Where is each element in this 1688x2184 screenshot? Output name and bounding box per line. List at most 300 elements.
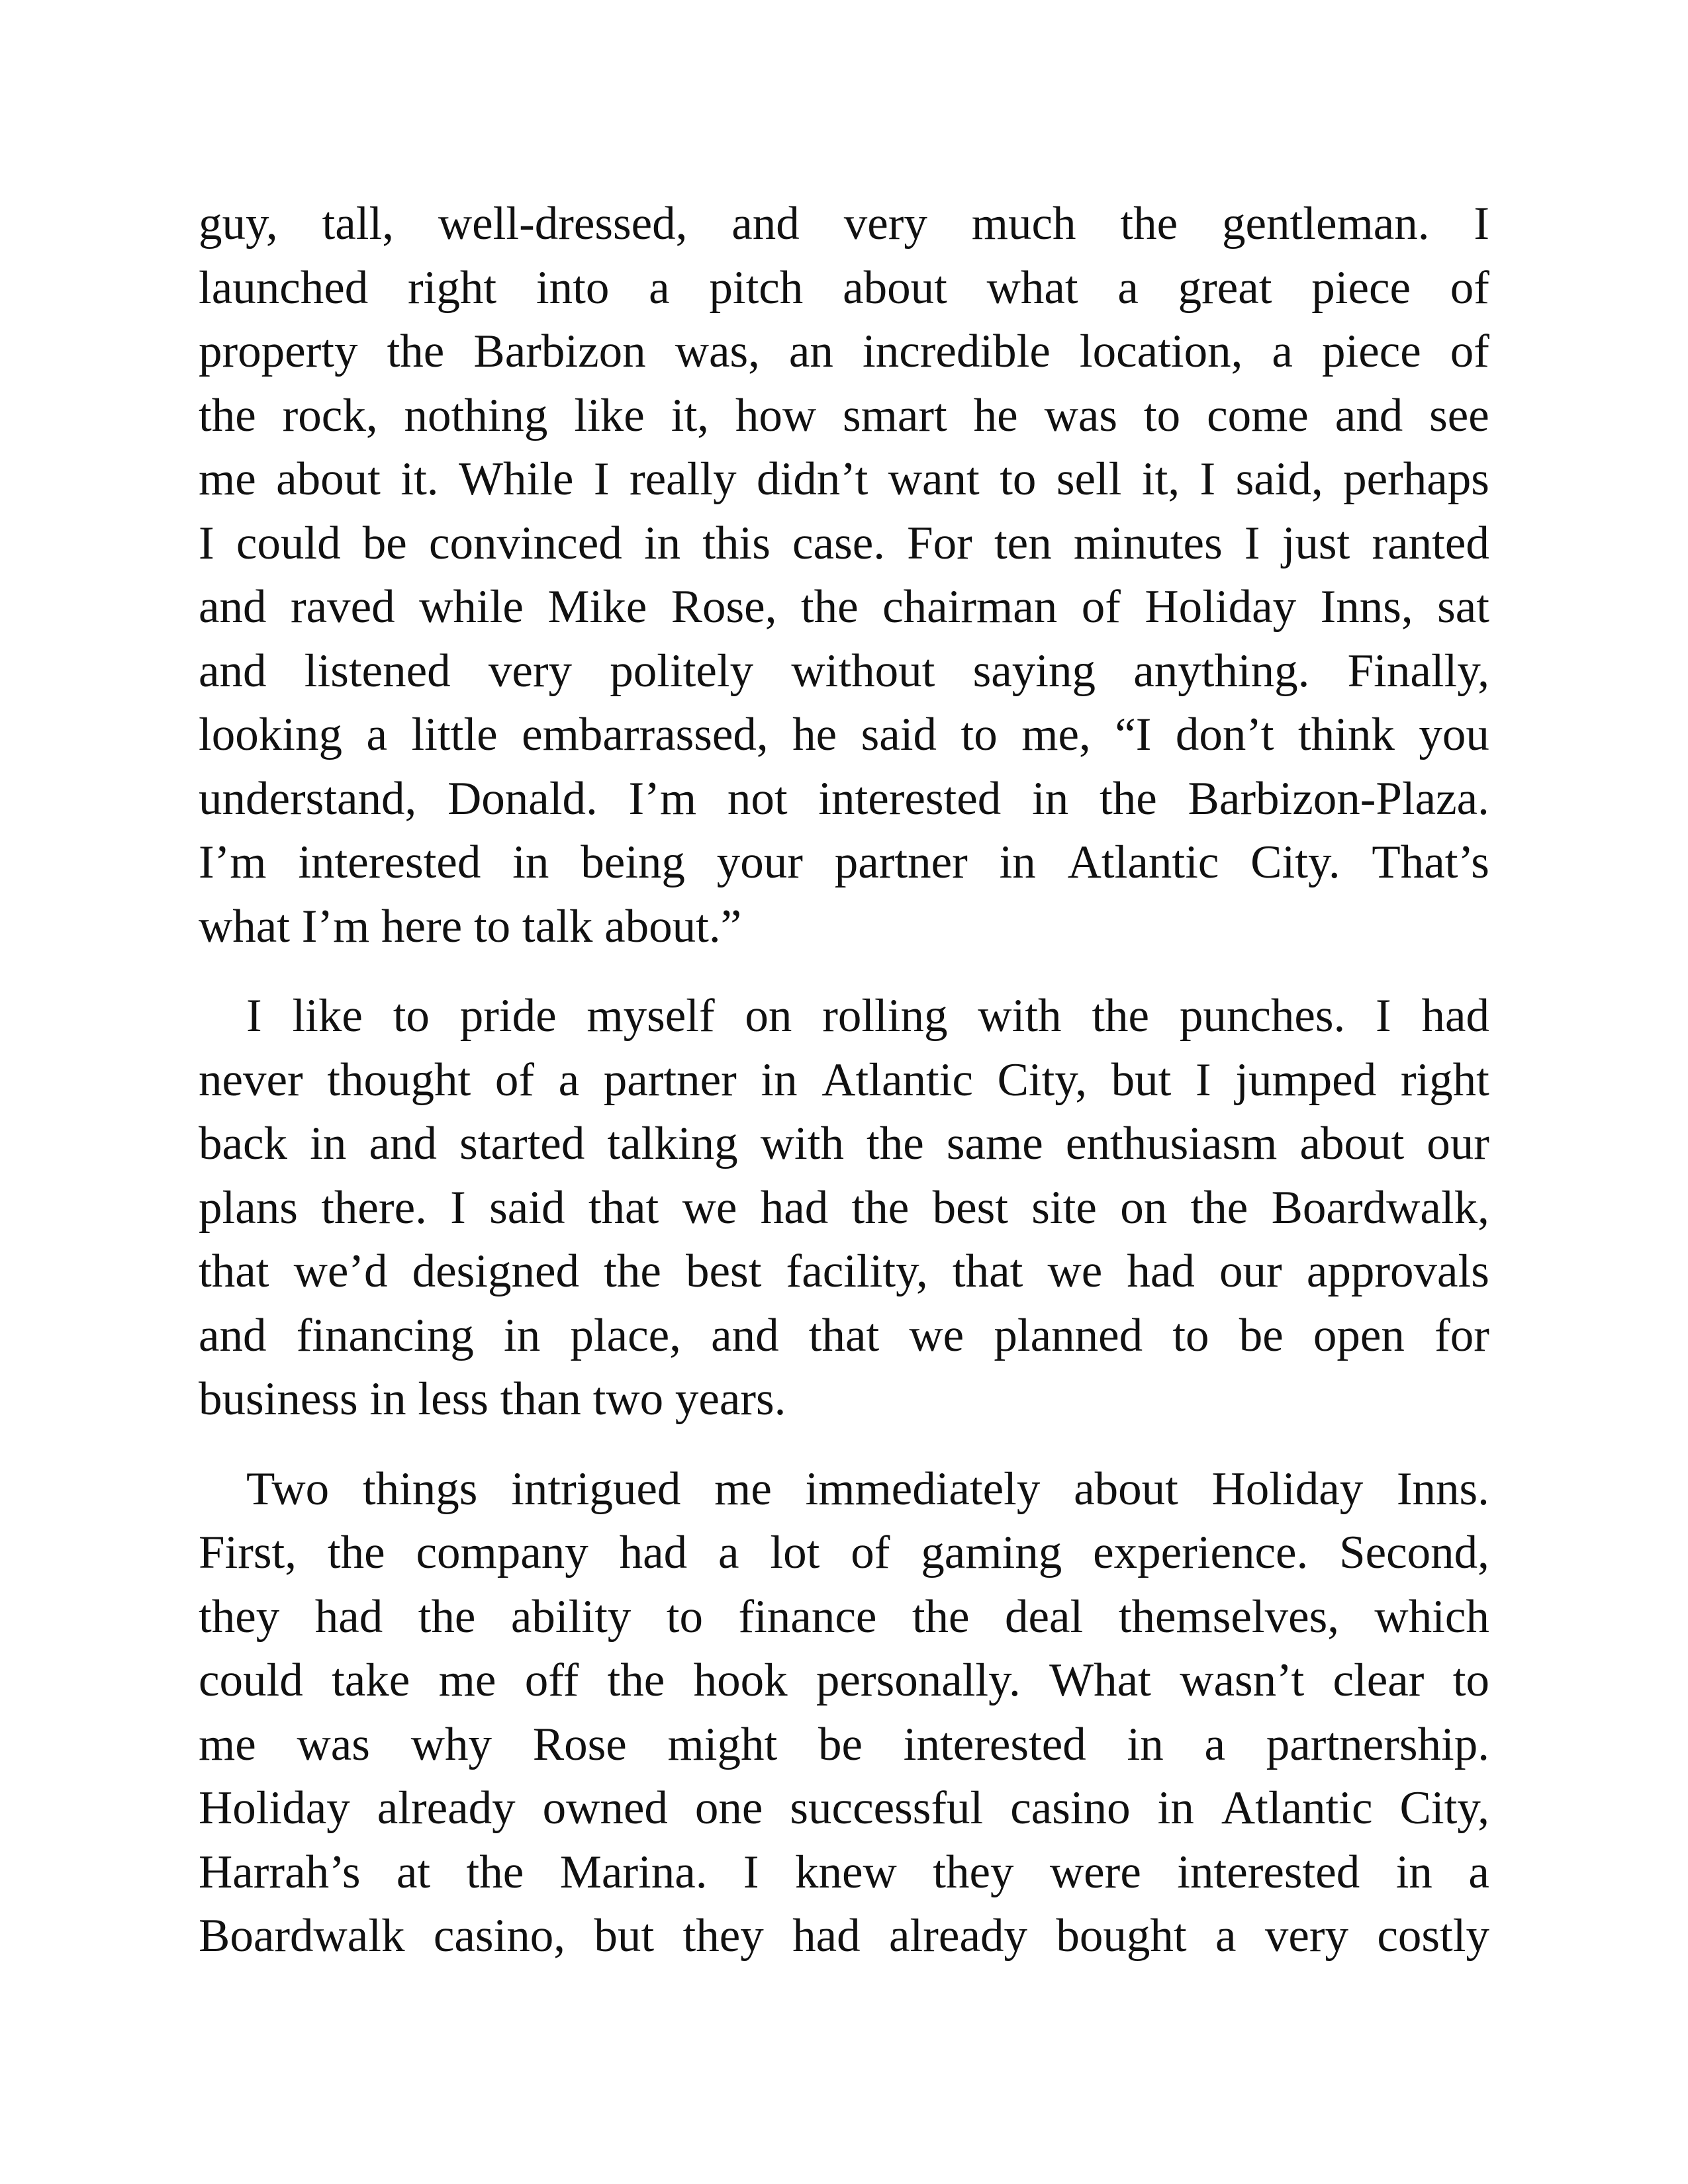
paragraph-2 — [199, 984, 1489, 1432]
word: me — [714, 1463, 772, 1515]
word: think — [1297, 709, 1395, 760]
word: I — [199, 517, 214, 569]
word: our — [1427, 1118, 1489, 1169]
word: Second, — [1339, 1527, 1489, 1578]
word: they — [199, 1590, 280, 1643]
word: already — [889, 1910, 1027, 1962]
word: I’m — [628, 772, 697, 825]
word: Mike — [547, 581, 647, 633]
word: interested — [818, 772, 1002, 825]
word: I — [1244, 517, 1260, 569]
word: very — [1264, 1910, 1349, 1962]
word: of — [494, 1054, 534, 1106]
word: What — [1049, 1655, 1151, 1706]
word: Two — [246, 1463, 330, 1515]
word: this — [702, 517, 771, 569]
word: successful — [790, 1782, 984, 1834]
word: little — [411, 709, 498, 760]
word: rock, — [282, 389, 378, 441]
word: jumped — [1235, 1054, 1377, 1106]
text-line — [199, 1112, 1489, 1176]
word: while — [419, 581, 524, 633]
word: didn’t — [757, 453, 868, 505]
word: company — [416, 1527, 588, 1578]
word: perhaps — [1343, 453, 1489, 505]
word: a — [1117, 261, 1139, 314]
word: bought — [1056, 1910, 1187, 1962]
word: a — [1468, 1846, 1489, 1898]
word: planned — [994, 1309, 1143, 1361]
word: costly — [1377, 1910, 1489, 1962]
word: the — [800, 581, 859, 633]
word: Holiday — [199, 1782, 350, 1834]
word: Atlantic — [1067, 837, 1219, 888]
word: partner — [603, 1054, 737, 1106]
word: one — [694, 1782, 763, 1834]
text-line — [199, 192, 1489, 256]
word: said — [489, 1181, 565, 1234]
word: said — [861, 709, 937, 760]
word: on — [745, 990, 792, 1042]
word: we — [909, 1309, 964, 1361]
word: tall, — [322, 198, 394, 250]
word: and — [199, 1309, 267, 1361]
text-line: what I’m here to talk about.” — [199, 900, 742, 952]
word: want — [888, 453, 980, 505]
word: casino — [1010, 1782, 1131, 1834]
word: and — [711, 1309, 779, 1361]
word: politely — [610, 645, 754, 697]
word: the — [1100, 772, 1157, 825]
word: I — [1376, 990, 1391, 1042]
word: an — [788, 326, 833, 377]
word: casino, — [433, 1910, 566, 1962]
word: a — [1204, 1718, 1226, 1770]
word: immediately — [805, 1463, 1041, 1515]
word: talking — [607, 1118, 738, 1169]
word: best — [932, 1181, 1008, 1234]
word: take — [332, 1655, 410, 1706]
word: in — [761, 1054, 798, 1106]
word: had — [619, 1527, 688, 1578]
word: very — [843, 198, 927, 250]
word: the — [867, 1118, 924, 1169]
word: our — [1219, 1246, 1282, 1297]
word: it. — [400, 453, 439, 505]
word: not — [727, 772, 788, 825]
word: had — [1127, 1246, 1195, 1297]
word: sat — [1437, 581, 1489, 633]
word: right — [1400, 1054, 1489, 1106]
word: about — [1074, 1463, 1178, 1515]
word: approvals — [1306, 1246, 1489, 1297]
word: incredible — [862, 326, 1051, 377]
word: Boardwalk, — [1271, 1181, 1489, 1234]
word: being — [581, 837, 685, 888]
word: was — [1044, 389, 1118, 441]
word: smart — [843, 389, 947, 441]
word: he — [973, 389, 1018, 441]
word: For — [907, 517, 972, 569]
word: you — [1419, 709, 1489, 760]
word: the — [912, 1590, 970, 1643]
word: might — [667, 1718, 778, 1770]
word: the — [466, 1846, 524, 1898]
word: said, — [1235, 453, 1323, 505]
word: it, — [1141, 453, 1180, 505]
word: like — [574, 389, 645, 441]
text-line — [199, 1457, 1489, 1522]
word: raved — [290, 581, 395, 633]
text-line — [199, 512, 1489, 576]
word: had — [1421, 990, 1489, 1042]
word: That’s — [1372, 837, 1489, 888]
word: lot — [770, 1527, 820, 1578]
word: wasn’t — [1180, 1655, 1305, 1706]
word: Harrah’s — [199, 1846, 361, 1898]
word: knew — [795, 1846, 897, 1898]
word: I — [593, 453, 610, 505]
word: with — [760, 1118, 844, 1169]
word: location, — [1079, 326, 1243, 377]
word: ranted — [1372, 517, 1489, 569]
word: the — [607, 1655, 665, 1706]
word: First, — [199, 1527, 297, 1578]
word: that — [952, 1246, 1023, 1297]
word: Inns, — [1320, 581, 1413, 633]
word: there. — [321, 1181, 427, 1234]
word: to — [666, 1590, 703, 1643]
word: nothing — [404, 389, 548, 441]
word: the — [387, 326, 445, 377]
word: in — [512, 837, 549, 888]
word: looking — [199, 709, 342, 760]
word: a — [1215, 1910, 1237, 1962]
text-line — [199, 447, 1489, 512]
text-line — [199, 1585, 1489, 1649]
word: hook — [693, 1655, 788, 1706]
word: come — [1207, 389, 1309, 441]
text-line — [199, 1841, 1489, 1905]
word: understand, — [199, 772, 417, 825]
word: very — [488, 645, 572, 697]
word: really — [629, 453, 737, 505]
word: never — [199, 1054, 303, 1106]
word: themselves, — [1118, 1590, 1339, 1643]
word: about — [843, 261, 947, 314]
word: we’d — [293, 1246, 388, 1297]
text-line — [199, 703, 1489, 767]
word: with — [978, 990, 1062, 1042]
word: anything. — [1133, 645, 1310, 697]
word: saying — [972, 645, 1096, 697]
word: in — [999, 837, 1036, 888]
word: in — [643, 517, 681, 569]
word: to — [961, 709, 998, 760]
word: and — [369, 1118, 437, 1169]
word: and — [731, 198, 800, 250]
word: Holiday — [1211, 1463, 1364, 1515]
word: City, — [1399, 1782, 1489, 1834]
word: me — [199, 1718, 256, 1770]
word: City. — [1250, 837, 1340, 888]
word: ten — [994, 517, 1052, 569]
word: interested — [1177, 1846, 1360, 1898]
word: Boardwalk — [199, 1910, 405, 1962]
word: and — [199, 581, 267, 633]
text-line — [199, 767, 1489, 831]
word: listened — [304, 645, 451, 697]
text-line — [199, 1776, 1489, 1841]
word: same — [946, 1118, 1043, 1169]
word: Rose, — [671, 581, 777, 633]
word: rolling — [822, 990, 948, 1042]
paragraph-1 — [199, 192, 1489, 958]
word: things — [362, 1463, 478, 1515]
word: thought — [327, 1054, 471, 1106]
word: in — [1395, 1846, 1432, 1898]
word: case. — [792, 517, 885, 569]
word: be — [1239, 1309, 1284, 1361]
word: the — [604, 1246, 661, 1297]
word: Atlantic — [821, 1054, 973, 1106]
word: to — [1172, 1309, 1209, 1361]
word: piece — [1311, 261, 1411, 314]
word: to — [1000, 453, 1037, 505]
word: the — [1190, 1181, 1248, 1234]
word: property — [199, 326, 358, 377]
word: launched — [199, 261, 369, 314]
word: was, — [675, 326, 760, 377]
word: in — [503, 1309, 541, 1361]
word: well-dressed, — [438, 198, 688, 250]
word: back — [199, 1118, 288, 1169]
text-line — [199, 984, 1489, 1048]
word: me — [438, 1655, 496, 1706]
word: owned — [542, 1782, 668, 1834]
word: interested — [903, 1718, 1086, 1770]
word: like — [292, 990, 363, 1042]
word: myself — [586, 990, 715, 1042]
word: site — [1031, 1181, 1097, 1234]
word: designed — [412, 1246, 580, 1297]
text-line — [199, 1176, 1489, 1240]
word: I’m — [199, 837, 267, 888]
text-line: business in less than two years. — [199, 1373, 786, 1425]
word: which — [1374, 1590, 1489, 1643]
word: a — [366, 709, 387, 760]
word: and — [1335, 389, 1403, 441]
word: Holiday — [1145, 581, 1297, 633]
word: we — [1047, 1246, 1103, 1297]
word: of — [1450, 261, 1489, 314]
word: deal — [1005, 1590, 1084, 1643]
word: in — [1157, 1782, 1194, 1834]
word: facility, — [786, 1246, 928, 1297]
word: they — [933, 1846, 1014, 1898]
word: he — [792, 709, 837, 760]
word: in — [1127, 1718, 1164, 1770]
word: ability — [510, 1590, 632, 1643]
word: Finally, — [1347, 645, 1489, 697]
word: Barbizon — [473, 326, 646, 377]
word: plans — [199, 1181, 298, 1234]
word: what — [986, 261, 1078, 314]
word: me, — [1021, 709, 1091, 760]
word: was — [297, 1718, 370, 1770]
word: personally. — [816, 1655, 1021, 1706]
word: City, — [997, 1054, 1088, 1106]
word: guy, — [199, 198, 278, 250]
word: it, — [671, 389, 709, 441]
word: “I — [1115, 709, 1152, 760]
word: of — [851, 1527, 890, 1578]
word: in — [1032, 772, 1069, 825]
word: they — [682, 1910, 764, 1962]
word: but — [1111, 1054, 1172, 1106]
word: Donald. — [447, 772, 598, 825]
word: chairman — [882, 581, 1058, 633]
word: just — [1282, 517, 1350, 569]
word: the — [199, 389, 256, 441]
word: I — [743, 1846, 759, 1898]
word: I — [1195, 1054, 1211, 1106]
word: I — [246, 990, 262, 1042]
text-line — [199, 1904, 1489, 1968]
word: gentleman. — [1221, 198, 1430, 250]
word: great — [1178, 261, 1272, 314]
text-line — [199, 1521, 1489, 1585]
word: about — [276, 453, 381, 505]
word: the — [1120, 198, 1178, 250]
word: into — [536, 261, 610, 314]
paragraph-3 — [199, 1457, 1489, 1968]
text-line — [199, 1304, 1489, 1368]
word: clear — [1333, 1655, 1425, 1706]
word: had — [760, 1181, 829, 1234]
word: I — [450, 1181, 466, 1234]
word: see — [1429, 389, 1489, 441]
word: were — [1049, 1846, 1141, 1898]
word: that — [808, 1309, 880, 1361]
word: finance — [738, 1590, 877, 1643]
word: partnership. — [1266, 1718, 1489, 1770]
word: the — [418, 1590, 476, 1643]
page-body — [199, 192, 1489, 1994]
word: the — [851, 1181, 910, 1234]
word: pride — [459, 990, 557, 1042]
word: partner — [834, 837, 968, 888]
word: the — [1092, 990, 1150, 1042]
word: we — [682, 1181, 737, 1234]
text-line — [199, 384, 1489, 448]
word: a — [558, 1054, 580, 1106]
word: sell — [1056, 453, 1122, 505]
word: had — [314, 1590, 383, 1643]
word: that — [588, 1181, 659, 1234]
word: right — [408, 261, 497, 314]
text-line — [199, 1649, 1489, 1713]
word: for — [1434, 1309, 1489, 1361]
word: While — [458, 453, 574, 505]
word: to — [1143, 389, 1181, 441]
word: already — [377, 1782, 516, 1834]
word: without — [791, 645, 935, 697]
word: embarrassed, — [522, 709, 769, 760]
word: place, — [570, 1309, 681, 1361]
text-line — [199, 831, 1489, 895]
word: intrigued — [511, 1463, 681, 1515]
word: why — [410, 1718, 492, 1770]
word: of — [1081, 581, 1121, 633]
word: started — [459, 1118, 585, 1169]
word: Rose — [532, 1718, 627, 1770]
word: and — [199, 645, 267, 697]
word: open — [1313, 1309, 1405, 1361]
word: Marina. — [559, 1846, 708, 1898]
word: your — [716, 837, 803, 888]
word: on — [1120, 1181, 1168, 1234]
text-line — [199, 256, 1489, 320]
word: Barbizon-Plaza. — [1188, 772, 1489, 825]
word: convinced — [428, 517, 622, 569]
word: a — [649, 261, 670, 314]
word: experience. — [1093, 1527, 1309, 1578]
word: but — [594, 1910, 655, 1962]
word: be — [818, 1718, 863, 1770]
word: in — [310, 1118, 347, 1169]
word: could — [199, 1655, 303, 1706]
word: best — [686, 1246, 762, 1297]
word: I — [1474, 198, 1489, 250]
word: had — [792, 1910, 861, 1962]
word: interested — [298, 837, 481, 888]
text-line — [199, 320, 1489, 384]
word: a — [718, 1527, 739, 1578]
text-line — [199, 1240, 1489, 1304]
word: that — [199, 1246, 269, 1297]
word: to — [1452, 1655, 1489, 1706]
word: pitch — [709, 261, 804, 314]
word: the — [327, 1527, 385, 1578]
word: how — [735, 389, 817, 441]
word: I — [1199, 453, 1216, 505]
word: could — [236, 517, 341, 569]
word: punches. — [1179, 990, 1346, 1042]
word: Inns. — [1396, 1463, 1489, 1515]
word: much — [971, 198, 1076, 250]
text-line — [199, 1713, 1489, 1777]
word: enthusiasm — [1065, 1118, 1278, 1169]
word: me — [199, 453, 256, 505]
word: about — [1299, 1118, 1405, 1169]
word: at — [396, 1846, 431, 1898]
word: minutes — [1073, 517, 1223, 569]
word: to — [393, 990, 430, 1042]
word: off — [524, 1655, 579, 1706]
text-line — [199, 1048, 1489, 1113]
word: piece — [1321, 326, 1421, 377]
word: financing — [296, 1309, 474, 1361]
word: gaming — [921, 1527, 1062, 1578]
text-line — [199, 639, 1489, 704]
word: of — [1450, 326, 1489, 377]
text-line — [199, 575, 1489, 639]
word: be — [362, 517, 407, 569]
word: don’t — [1175, 709, 1274, 760]
word: a — [1272, 326, 1293, 377]
word: Atlantic — [1221, 1782, 1373, 1834]
